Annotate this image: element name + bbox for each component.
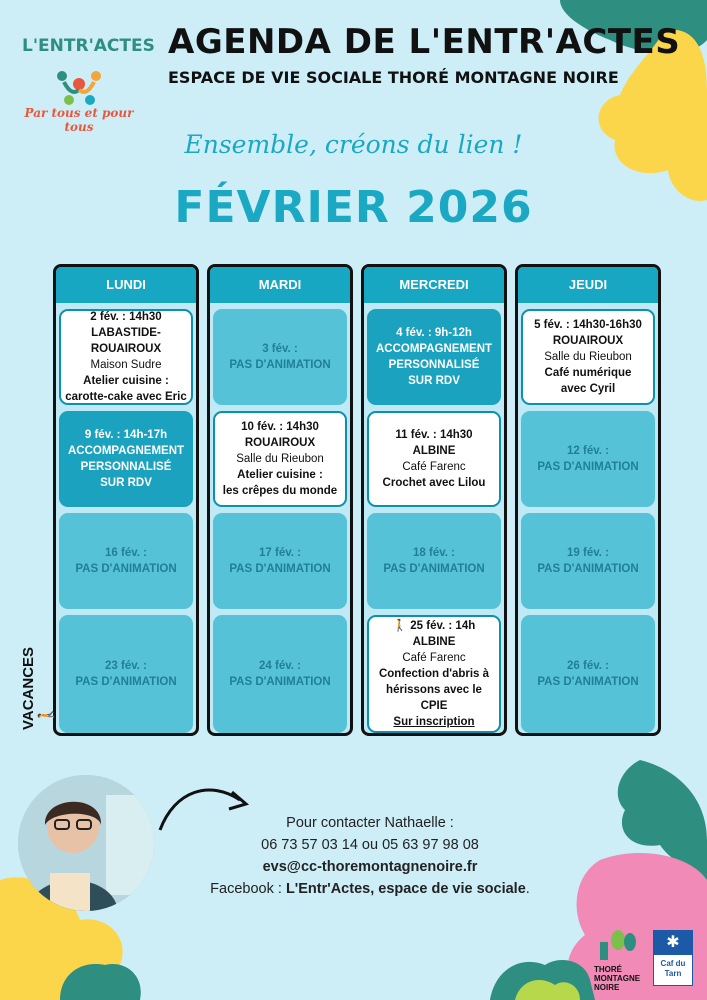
caf-logo (653, 930, 693, 986)
agenda-cell (59, 411, 193, 507)
contact-intro: Pour contacter Nathaelle : (286, 815, 454, 831)
month-heading: FÉVRIER 2026 (174, 182, 533, 233)
agenda-cell (521, 615, 655, 733)
day-column-jeudi (515, 264, 661, 736)
agenda-cell (367, 411, 501, 507)
agenda-cell (213, 411, 347, 507)
agenda-cell (521, 309, 655, 405)
agenda-cell-line: Atelier cuisine : (237, 469, 323, 481)
facebook-name[interactable]: L'Entr'Actes, espace de vie sociale (285, 881, 526, 897)
agenda-cell-line: PERSONNALISÉ (80, 461, 172, 473)
day-header: MERCREDI (364, 267, 504, 303)
tagline: Ensemble, créons du lien ! (184, 130, 523, 159)
agenda-cell (521, 411, 655, 507)
agenda-cell-line: PAS D'ANIMATION (383, 563, 485, 575)
agenda-cell-line: ACCOMPAGNEMENT (67, 445, 185, 457)
page-subtitle: ESPACE DE VIE SOCIALE THORÉ MONTAGNE NOIRE (168, 68, 619, 87)
logo (14, 14, 155, 134)
agenda-cell-line: Salle du Rieubon (544, 351, 632, 363)
agenda-cell-line-wrap (393, 618, 476, 634)
facebook-label: Facebook : (210, 881, 282, 897)
agenda-cell-line: les crêpes du monde (222, 485, 338, 497)
agenda-cell-line: PAS D'ANIMATION (75, 676, 177, 688)
agenda-cell-line: Café Farenc (402, 652, 466, 664)
facebook-end: . (525, 881, 530, 897)
thore-logo-text: THORÉ MONTAGNE NOIRE (594, 965, 641, 992)
agenda-cell-line: 16 fév. : (105, 547, 147, 559)
day-column-lundi (53, 264, 199, 736)
agenda-cell-line: Maison Sudre (90, 359, 162, 371)
agenda-cell (367, 513, 501, 609)
agenda-cell-line: PAS D'ANIMATION (75, 563, 177, 575)
day-column-mercredi (361, 264, 507, 736)
agenda-cell-line: PAS D'ANIMATION (537, 676, 639, 688)
agenda-cell-line: Sur inscription (393, 716, 475, 728)
agenda-cell-line: ACCOMPAGNEMENT (375, 343, 493, 355)
agenda-cell-line: PAS D'ANIMATION (537, 563, 639, 575)
agenda-cell-line: 17 fév. : (259, 547, 301, 559)
thore-leaf-icon (594, 928, 650, 960)
agenda-cell-line: Salle du Rieubon (236, 453, 324, 465)
agenda-cell-line: 24 fév. : (259, 660, 301, 672)
agenda-cell-line: Café numérique (544, 367, 632, 379)
agenda-cell-line: 3 fév. : (262, 343, 298, 355)
contact-block (170, 812, 570, 900)
day-column-mardi (207, 264, 353, 736)
page-title: AGENDA DE L'ENTR'ACTES (168, 22, 681, 62)
agenda-cell-line: ALBINE (412, 636, 456, 648)
agenda-cell-line: PAS D'ANIMATION (229, 563, 331, 575)
agenda-cell-line: Crochet avec Lilou (382, 477, 486, 489)
agenda-cell (59, 513, 193, 609)
day-header: JEUDI (518, 267, 658, 303)
agenda-cell-line: SUR RDV (100, 477, 152, 489)
contact-email[interactable]: evs@cc-thoremontagnenoire.fr (262, 859, 478, 875)
agenda-cell (213, 513, 347, 609)
agenda-cell-line: 10 fév. : 14h30 (241, 421, 319, 433)
agenda-cell-line: carotte-cake avec Eric (65, 391, 187, 403)
day-header: MARDI (210, 267, 350, 303)
person-photo-icon (18, 775, 154, 911)
agenda-cell-line: PAS D'ANIMATION (537, 461, 639, 473)
agenda-cell-line: 18 fév. : (413, 547, 455, 559)
agenda-cell-line: LABASTIDE-ROUAIROUX (90, 327, 162, 355)
agenda-cell-line: 11 fév. : 14h30 (395, 429, 473, 441)
agenda-cell-line: 26 fév. : (567, 660, 609, 672)
agenda-cell-line: Confection d'abris à (378, 668, 490, 680)
agenda-cell-line: PAS D'ANIMATION (229, 359, 331, 371)
family-icon: 🚶 (392, 620, 411, 632)
agenda-cell-line: ALBINE (412, 445, 456, 457)
agenda-cell-line: 2 fév. : 14h30 (90, 311, 162, 323)
agenda-cell-line: 9 fév. : 14h-17h (84, 429, 168, 441)
agenda-cell-line: ROUAIROUX (244, 437, 316, 449)
logo-slogan: Par tous et pour tous (24, 106, 134, 134)
vacances-label (20, 620, 55, 730)
agenda-cell-line: SUR RDV (408, 375, 460, 387)
agenda-cell-line: Atelier cuisine : (83, 375, 169, 387)
agenda-cell-line: 12 fév. : (567, 445, 609, 457)
agenda-cell (367, 615, 501, 733)
caf-emblem-icon: ✱ (654, 931, 692, 955)
agenda-cell (59, 309, 193, 405)
agenda-cell-line: ROUAIROUX (552, 335, 624, 347)
agenda-cell (213, 615, 347, 733)
agenda-cell-line: 5 fév. : 14h30-16h30 (534, 319, 642, 331)
agenda-cell-line: 19 fév. : (567, 547, 609, 559)
thore-logo (594, 928, 650, 992)
agenda-cell-line: Café Farenc (402, 461, 466, 473)
agenda-cell-line: 25 fév. : 14h (410, 620, 476, 632)
agenda-cell (59, 615, 193, 733)
contact-phones: 06 73 57 03 14 ou 05 63 97 98 08 (261, 837, 479, 853)
caf-logo-text: Caf du Tarn (660, 959, 686, 978)
agenda-cell-line: 23 fév. : (105, 660, 147, 672)
agenda-cell (521, 513, 655, 609)
agenda-cell (213, 309, 347, 405)
vacances-text: VACANCES (20, 646, 37, 730)
agenda-cell-line: PAS D'ANIMATION (229, 676, 331, 688)
day-header: LUNDI (56, 267, 196, 303)
family-icon: 🚶 (38, 705, 55, 724)
contact-photo (18, 775, 154, 911)
agenda-cell-line: avec Cyril (560, 383, 616, 395)
agenda-cell (367, 309, 501, 405)
logo-name: L'ENTR'ACTES (22, 36, 155, 56)
agenda-cell-line: PERSONNALISÉ (388, 359, 480, 371)
contact-facebook (170, 878, 570, 900)
agenda-cell-line: 4 fév. : 9h-12h (396, 327, 472, 339)
agenda-cell-line: hérissons avec le CPIE (386, 684, 482, 712)
